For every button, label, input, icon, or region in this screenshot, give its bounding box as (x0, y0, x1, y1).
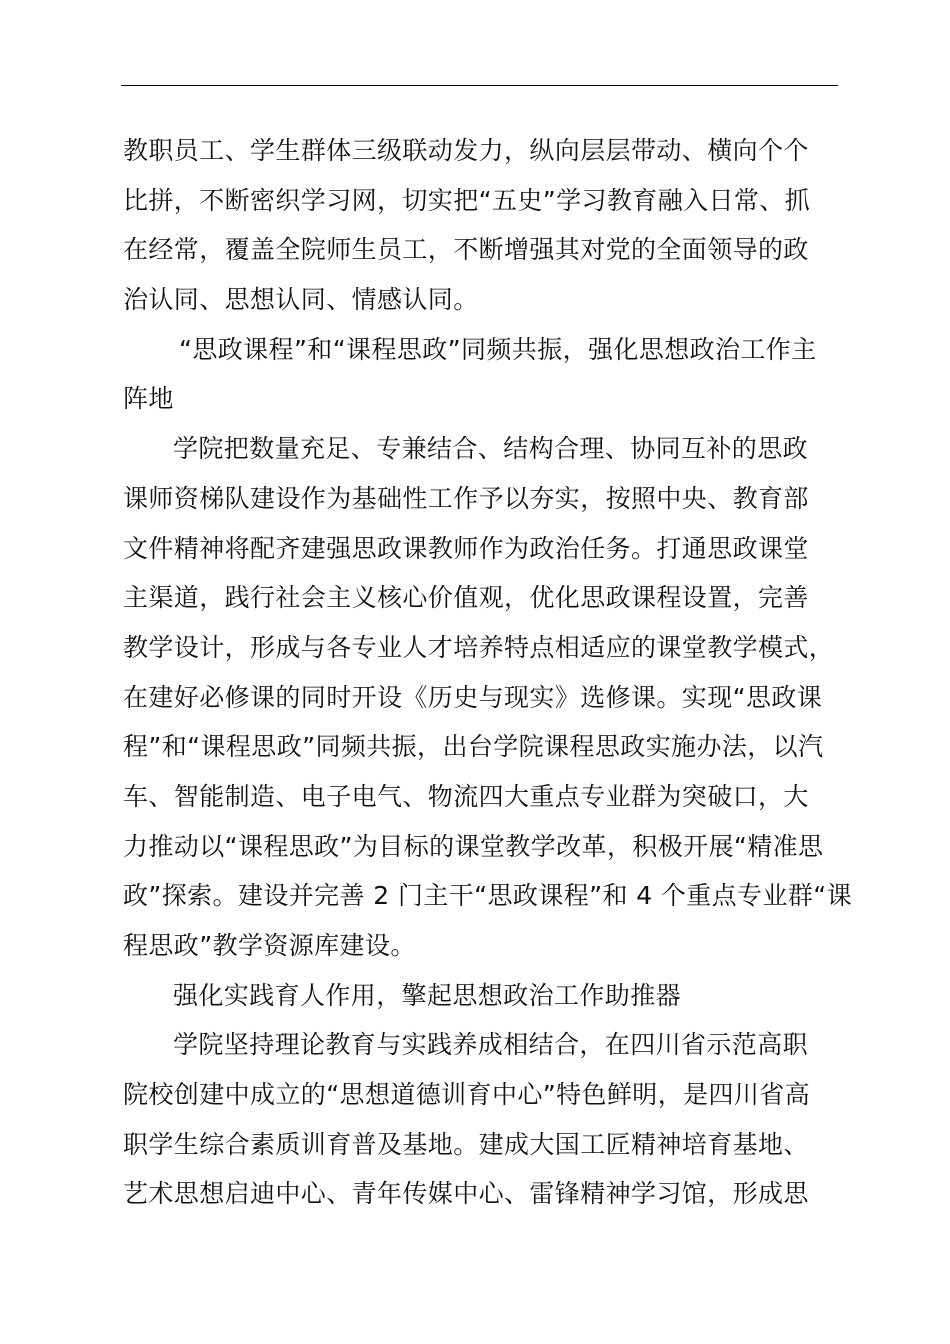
paragraph-start: 学院坚持理论教育与实践养成相结合，在四川省示范高职 (173, 1030, 809, 1060)
text-line: 政”探索。建设并完善 2 门主干“思政课程”和 4 个重点专业群“课 (123, 881, 853, 911)
text-line: 程思政”教学资源库建设。 (123, 931, 416, 960)
section-heading: 强化实践育人作用，擎起思想政治工作助推器 (173, 980, 682, 1010)
text-line: 车、智能制造、电子电气、物流四大重点专业群为突破口，大 (123, 781, 809, 811)
text-line: 程”和“课程思政”同频共振，出台学院课程思政实施办法，以汽 (123, 732, 824, 762)
section-heading: “思政课程”和“课程思政”同频共振，强化思想政治工作主 (179, 334, 817, 364)
text-line: 治认同、思想认同、情感认同。 (123, 285, 479, 315)
text-line: 艺术思想启迪中心、青年传媒中心、雷锋精神学习馆，形成思 (123, 1179, 809, 1209)
document-body (123, 126, 853, 1219)
text-line: 课师资梯队建设作为基础性工作予以夯实，按照中央、教育部 (123, 483, 809, 513)
text-line: 文件精神将配齐建强思政课教师作为政治任务。打通思政课堂 (123, 533, 809, 563)
section-heading-continued: 阵地 (123, 384, 174, 414)
text-line: 教职员工、学生群体三级联动发力，纵向层层带动、横向个个 (123, 136, 809, 165)
text-line: 院校创建中成立的“思想道德训育中心”特色鲜明，是四川省高 (123, 1080, 811, 1110)
header-rule (121, 85, 838, 86)
text-line: 力推动以“课程思政”为目标的课堂教学改革，积极开展“精准思 (123, 831, 824, 861)
paragraph-start: 学院把数量充足、专兼结合、结构合理、协同互补的思政 (173, 434, 809, 464)
text-line: 在建好必修课的同时开设《历史与现实》选修课。实现“思政课 (123, 682, 823, 712)
text-line: 职学生综合素质训育普及基地。建成大国工匠精神培育基地、 (123, 1129, 809, 1159)
text-line: 在经常，覆盖全院师生员工，不断增强其对党的全面领导的政 (123, 235, 809, 265)
text-line: 比拼，不断密织学习网，切实把“五史”学习教育融入日常、抓 (123, 185, 811, 215)
text-line: 教学设计，形成与各专业人才培养特点相适应的课堂教学模式， (123, 632, 835, 662)
text-line: 主渠道，践行社会主义核心价值观，优化思政课程设置，完善 (123, 583, 809, 613)
